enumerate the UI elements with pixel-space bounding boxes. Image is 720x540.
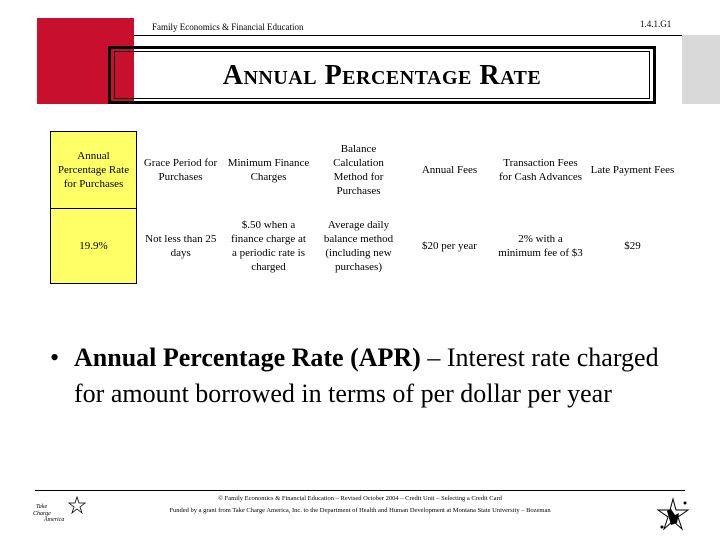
value-cell-annual-fees: $20 per year bbox=[422, 240, 477, 252]
apr-table bbox=[50, 131, 679, 284]
definition-term: Annual Percentage Rate (APR) bbox=[74, 343, 421, 372]
svg-text:Take: Take bbox=[36, 504, 48, 510]
grey-accent-block bbox=[682, 35, 720, 104]
footer-funding: Funded by a grant from Take Charge America, Inc. to the Department of Health and Human Development at Montana State University – Bozeman bbox=[169, 507, 551, 514]
footer-rule bbox=[35, 490, 685, 491]
definition-bullet bbox=[50, 340, 680, 412]
header-cell-balance-method: Balance Calculation Method for Purchases bbox=[333, 143, 384, 197]
header-cell-transaction-fees: Transaction Fees for Cash Advances bbox=[498, 157, 583, 183]
svg-text:America: America bbox=[44, 517, 65, 522]
table-header-row bbox=[51, 132, 679, 209]
header-cell-grace: Grace Period for Purchases bbox=[143, 157, 218, 183]
value-cell-balance-method: Average daily balance method (including new purchases) bbox=[323, 219, 394, 273]
header-cell-late-fees: Late Payment Fees bbox=[590, 164, 675, 176]
definition-text: – Interest rate charged for amount borrowed in terms of per dollar per year bbox=[74, 343, 659, 408]
bullet-dot-icon: • bbox=[50, 343, 60, 372]
value-cell-late-fees: $29 bbox=[624, 240, 641, 252]
header-cell-min-finance: Minimum Finance Charges bbox=[227, 157, 310, 183]
value-cell-apr: 19.9% bbox=[51, 209, 137, 284]
value-cell-grace: Not less than 25 days bbox=[145, 233, 217, 259]
table-row bbox=[51, 209, 679, 284]
page-title: Annual Percentage Rate bbox=[222, 60, 542, 91]
value-cell-min-finance: $.50 when a finance charge at a periodic rate is charged bbox=[231, 219, 306, 273]
svg-text:Charge: Charge bbox=[33, 511, 51, 517]
msu-star-logo-icon bbox=[655, 497, 691, 533]
header-cell-apr: Annual Percentage Rate for Purchases bbox=[51, 132, 137, 209]
header-rule bbox=[134, 35, 682, 36]
header-code: 1.4.1.G1 bbox=[640, 19, 672, 29]
value-cell-transaction-fees: 2% with a minimum fee of $3 bbox=[498, 233, 583, 259]
header-cell-annual-fees: Annual Fees bbox=[421, 164, 478, 176]
footer-copyright: © Family Economics & Financial Education – Revised October 2004 – Credit Unit – Selecting a Credit Card bbox=[218, 495, 502, 502]
header-left-text: Family Economics & Financial Education bbox=[152, 22, 304, 32]
